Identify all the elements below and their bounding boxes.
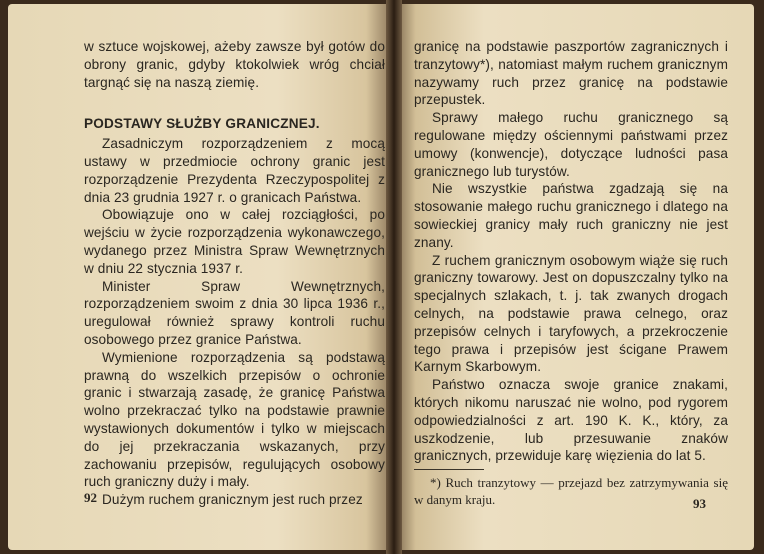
right-paragraph-3: Z ruchem granicznym osobowym wiąże się ruch graniczny towarowy. Jest on dopuszczalny tylko na specjalnych szlakach, t. j. tak zwanych drogach celnych, na podstawie prawa celnego, oraz przepisów celnych i taryfowych, a przekroczenie tego prawa i przepisów jest ścigane Prawem Karnym Skarbowym. <box>414 252 728 375</box>
left-opening-paragraph: w sztuce wojskowej, ażeby zawsze był gotów do obrony granic, gdyby ktokolwiek wróg chciał targnąć się na naszą ziemię. <box>84 39 385 90</box>
page-number-left: 92 <box>84 490 97 505</box>
left-paragraph-2: Obowiązuje ono w całej rozciągłości, po wejściu w życie rozporządzenia wykonawczego, wydanego przez Ministra Spraw Wewnętrznych w dniu 22 stycznia 1937 r. <box>84 207 385 276</box>
left-paragraph-3: Minister Spraw Wewnętrznych, rozporządzeniem swoim z dnia 30 lipca 1936 r., uregulował również sprawy kontroli ruchu osobowego przez granice Państwa. <box>84 278 385 347</box>
left-paragraph-5: Dużym ruchem granicznym jest ruch przez <box>102 492 363 508</box>
right-paragraph-4: Państwo oznacza swoje granice znakami, których nikomu naruszać nie wolno, pod rygorem odpowiedzialności z art. 190 K. K., który, za uszkodzenie, lub przesuwanie znaków granicznych, przewiduje karę więzienia do lat 5. <box>414 377 728 464</box>
right-page-text <box>414 38 728 465</box>
left-paragraph-4: Wymienione rozporządzenia są podstawą prawną do wszelkich przepisów o ochronie granic i stwarzają zasadę, że granicę Państwa wolno przekraczać tylko na podstawie prawnie wystawionych dokumentów i tylko w miejscach do jej przekraczania wskazanych, przy zachowaniu przepisów, regulujących osobowy ruch graniczny duży i mały. <box>84 349 385 490</box>
footnote-divider <box>414 469 484 470</box>
left-page-text <box>84 38 385 509</box>
right-page <box>394 4 754 550</box>
footnote <box>414 474 728 508</box>
page-number-right: 93 <box>693 496 706 511</box>
section-heading: PODSTAWY SŁUŻBY GRANICZNEJ. <box>84 116 320 132</box>
left-paragraph-1: Zasadniczym rozporządzeniem z mocą ustawy w przedmiocie ochrony granic jest rozporządzenie Prezydenta Rzeczypospolitej z dnia 23 grudnia 1927 r. o granicach Państwa. <box>84 136 385 205</box>
right-paragraph-1: Sprawy małego ruchu granicznego są regulowane między ościennymi państwami przez umowy (konwencje), dotyczące ludności pasa granicznego lub turystów. <box>414 110 728 179</box>
right-paragraph-2: Nie wszystkie państwa zgadzają się na stosowanie małego ruchu granicznego i dlatego na sowieckiej granicy mały ruch graniczny nie jest znany. <box>414 181 728 250</box>
left-page <box>8 4 393 550</box>
right-continuation: granicę na podstawie paszportów zagranicznych i tranzytowy*), natomiast małym ruchem granicznym nazywamy ruch przez granicę na podstawie przepustek. <box>414 39 728 108</box>
book-gutter <box>386 0 402 554</box>
footnote-text: *) Ruch tranzytowy — przejazd bez zatrzymywania się w danym kraju. <box>414 475 728 508</box>
